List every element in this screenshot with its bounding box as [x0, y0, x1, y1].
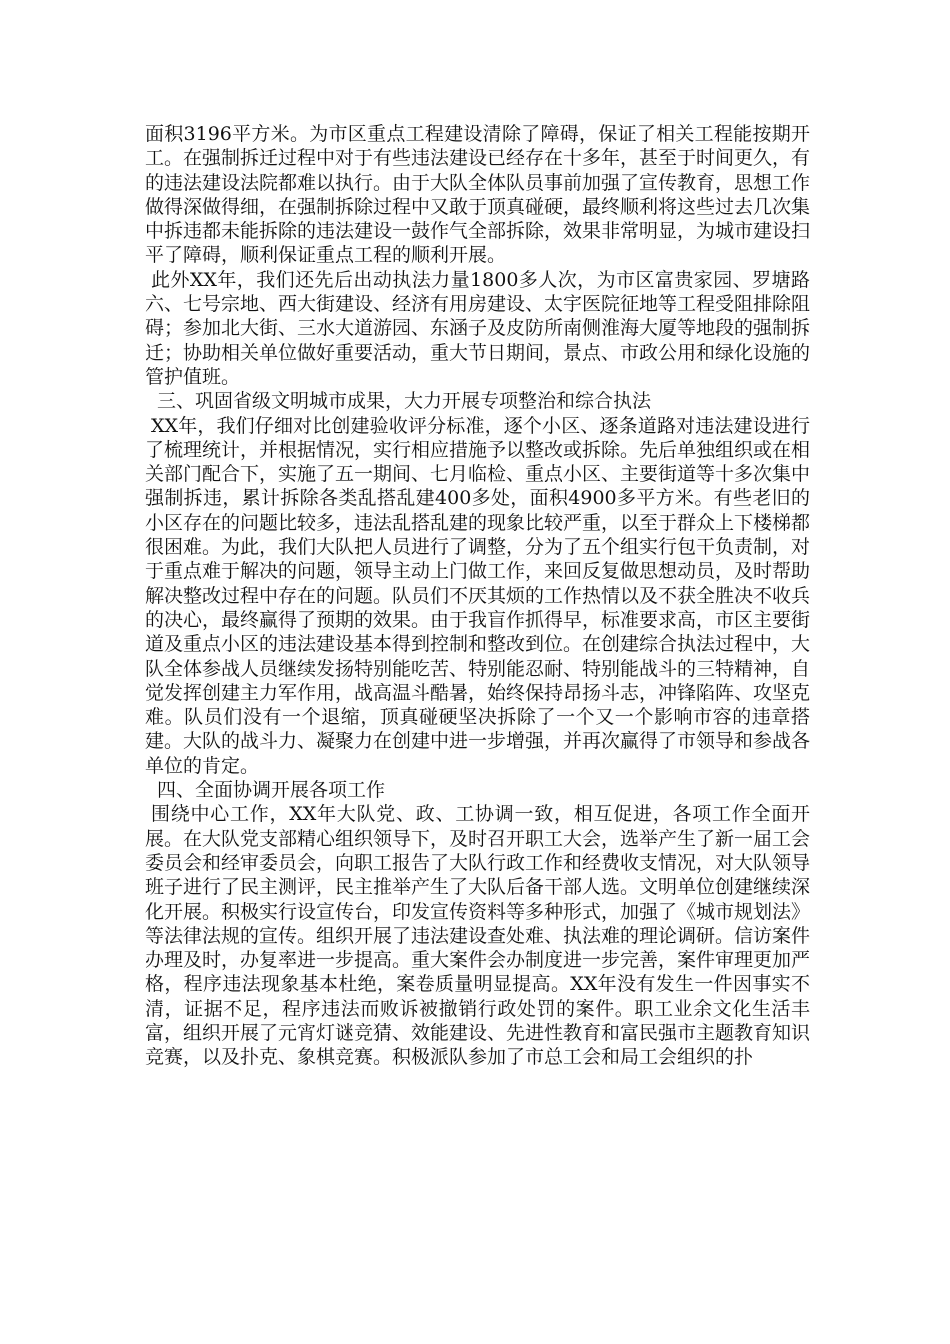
paragraph-coordinated-work: 围绕中心工作，XX年大队党、政、工协调一致，相互促进，各项工作全面开展。在大队党支部精心组织领导下，及时召开职工大会，选举产生了新一届工会委员会和经审委员会，向职工报告了大队行政工作和经费收支情况，对大队领导班子进行了民主测评，民主推举产生了大队后备干部人选。文明单位创建继续深化开展。积极实行设宣传台，印发宣传资料等多种形式，加强了《城市规划法》等法律法规的宣传。组织开展了违法建设查处难、执法难的理论调研。信访案件办理及时，办复率进一步提高。重大案件会办制度进一步完善，案件审理更加严格，程序违法现象基本杜绝，案卷质量明显提高。XX年没有发生一件因事实不清，证据不足，程序违法而败诉被撤销行政处罚的案件。职工业余文化生活丰富，组织开展了元宵灯谜竞猜、效能建设、先进性教育和富民强市主题教育知识竞赛，以及扑克、象棋竞赛。积极派队参加了市总工会和局工会组织的扑 [145, 803, 811, 1069]
paragraph-special-rectification: XX年，我们仔细对比创建验收评分标准，逐个小区、逐条道路对违法建设进行了梳理统计，并根据情况，实行相应措施予以整改或拆除。先后单独组织或在相关部门配合下，实施了五一期间、七月临检、重点小区、主要街道等十多次集中强制拆违，累计拆除各类乱搭乱建400多处，面积4900多平方米。有些老旧的小区存在的问题比较多，违法乱搭乱建的现象比较严重，以至于群众上下楼梯都很困难。为此，我们大队把人员进行了调整，分为了五个组实行包干负责制，对于重点难于解决的问题，领导主动上门做工作，来回反复做思想动员，及时帮助解决整改过程中存在的问题。队员们不厌其烦的工作热情以及不获全胜决不收兵的决心，最终赢得了预期的效果。由于我盲作抓得早，标准要求高，市区主要街道及重点小区的违法建设基本得到控制和整改到位。在创建综合执法过程中，大队全体参战人员继续发扬特别能吃苦、特别能忍耐、特别能战斗的三特精神，自觉发挥创建主力军作用，战高温斗酷暑，始终保持昂扬斗志，冲锋陷阵、攻坚克难。队员们没有一个退缩，顶真碰硬坚决拆除了一个又一个影响市容的违章搭建。大队的战斗力、凝聚力在创建中进一步增强，并再次赢得了市领导和参战各单位的肯定。 [145, 414, 811, 777]
section-heading-four: 四、全面协调开展各项工作 [157, 779, 386, 802]
paragraph-demolition-results: 面积3196平方米。为市区重点工程建设清除了障碍，保证了相关工程能按期开工。在强制拆迁过程中对于有些违法建设已经存在十多年，甚至于时间更久，有的违法建设法院都难以执行。由于大队全体队员事前加强了宣传教育，思想工作做得深做得细，在强制拆除过程中又敢于顶真碰硬，最终顺利将这些过去几次集中拆违都未能拆除的违法建设一鼓作气全部拆除，效果非常明显，为城市建设扫平了障碍，顺利保证重点工程的顺利开展。 [145, 123, 811, 267]
paragraph-other-works: 此外XX年，我们还先后出动执法力量1800多人次，为市区富贵家园、罗塘路六、七号宗地、西大街建设、经济有用房建设、太宇医院征地等工程受阻排除阻碍；参加北大街、三水大道游园、东涵子及皮防所南侧淮海大厦等地段的强制拆迁；协助相关单位做好重要活动，重大节日期间，景点、市政公用和绿化设施的管护值班。 [145, 268, 811, 388]
document-body [145, 122, 810, 1070]
section-heading-three: 三、巩固省级文明城市成果，大力开展专项整治和综合执法 [157, 390, 652, 413]
